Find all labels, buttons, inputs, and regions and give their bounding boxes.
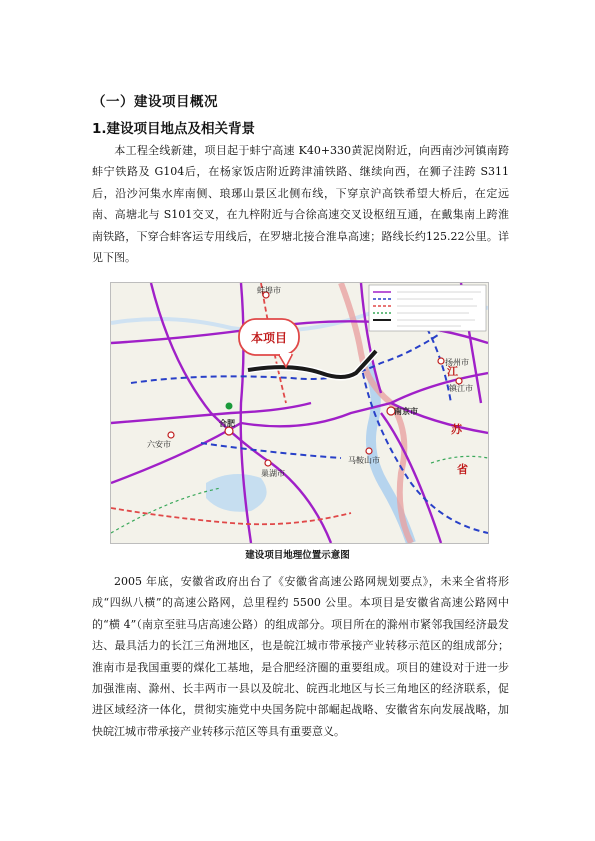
province-char-3: 省 [457,463,468,476]
province-char-1: 江 [447,365,458,378]
callout-label: 本项目 [250,331,288,345]
label-maanshan: 马鞍山市 [348,456,380,465]
label-zhenjiang: 镇江市 [449,384,473,393]
label-nanjing: 南京市 [394,407,418,416]
map-legend [369,285,486,331]
paragraph-location-text: 本工程全线新建，项目起于蚌宁高速 K40+330黄泥岗附近，向西南沙河镇南跨蚌宁铁路及 G104后，在杨家饭店附近跨津浦铁路、继续向西，在狮子洼跨 S311后，沿沙河集水库南侧、琅琊山景区北侧布线，下穿京沪高铁希望大桥后，在定远南、高塘北与 S101交叉，在九梓附近与合徐高速交叉设枢纽互通，在戴集南上跨淮南铁路，下穿合蚌客运专用线后，在罗塘北接合淮阜高速；路线长约125.22公里。详见下图。 [92,144,509,265]
paragraph-location [92,140,509,268]
paragraph-background [92,571,509,742]
location-map [110,282,489,544]
province-char-2: 苏 [451,423,462,436]
label-luan: 六安市 [147,440,171,449]
start-marker [226,403,233,410]
label-hefei: 合肥 [219,419,235,428]
label-yangzhou: 扬州市 [445,358,469,367]
label-bengbu: 蚌埠市 [257,286,281,295]
location-map-graphic [111,283,488,543]
paragraph-background-text: 2005 年底，安徽省政府出台了《安徽省高速公路网规划要点》，未来全省将形成“四纵八横”的高速公路网，总里程约 5500 公里。本项目是安徽省高速公路网中的“横 4”（南京至驻马店高速公路）的组成部分。项目所在的滁州市紧邻我国经济最发达、最具活力的长江三角洲地区，也是皖江城市带承接产业转移示范区的组成部分；淮南市是我国重要的煤化工基地，是合肥经济圈的重要组成。项目的建设对于进一步加强淮南、滁州、长丰两市一县以及皖北、皖西北地区与长三角地区的经济联系，促进区域经济一体化，贯彻实施党中央国务院中部崛起战略、安徽省东向发展战略，加快皖江城市带承接产业转移示范区等具有重要意义。 [92,575,509,738]
subsection-heading: 1.建设项目地点及相关背景 [92,121,256,137]
label-chaohu: 巢湖市 [261,469,285,478]
section-heading: （一）建设项目概况 [92,94,218,110]
map-caption: 建设项目地理位置示意图 [245,550,350,561]
